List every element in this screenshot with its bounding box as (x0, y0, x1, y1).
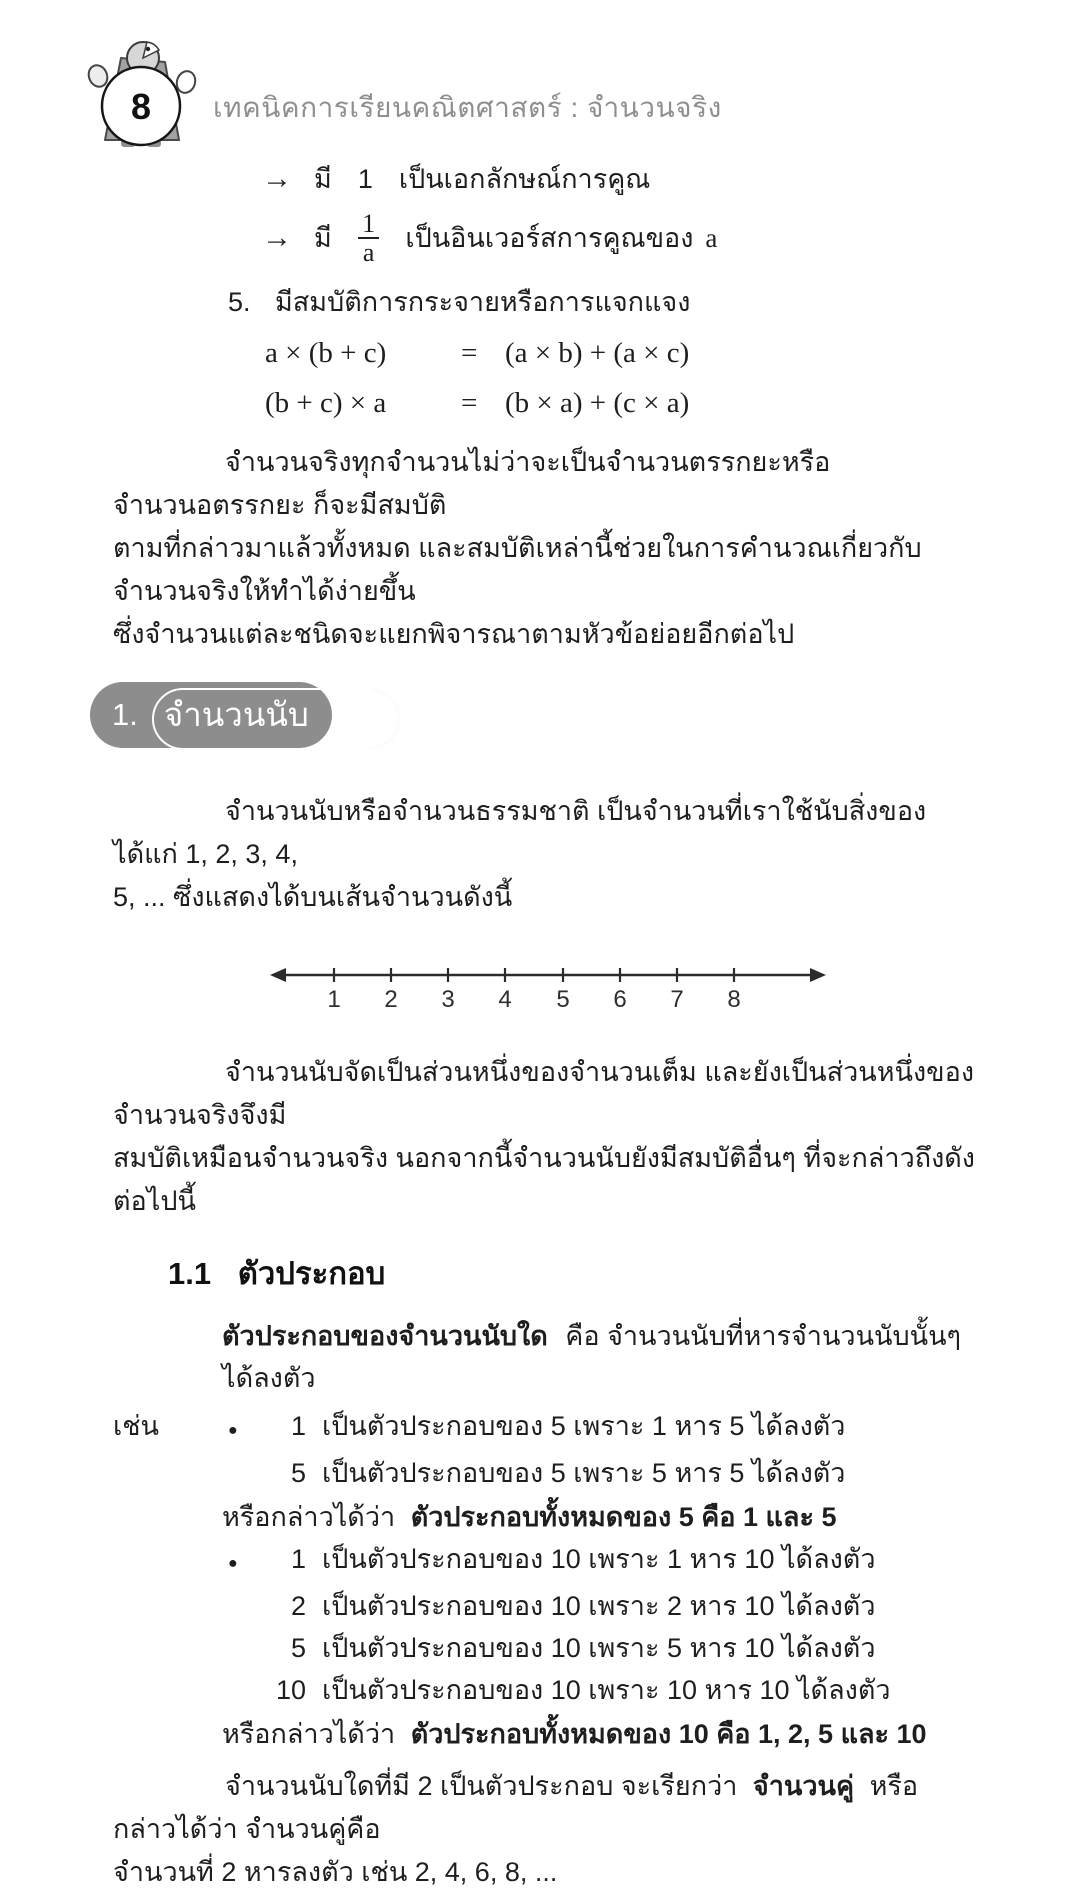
paragraph-real-numbers (113, 441, 975, 656)
page-header (85, 36, 722, 152)
factor-number: 1 (290, 1410, 306, 1441)
property-text: มี (314, 223, 332, 254)
summary-prefix: หรือกล่าวได้ว่า (222, 1501, 396, 1532)
number-line-figure (268, 957, 975, 1013)
right-arrow-icon: → (262, 162, 292, 195)
property-text: มี (314, 164, 332, 194)
bullet-icon: ● (228, 1554, 238, 1572)
factor-row (228, 1538, 975, 1585)
factor-row (228, 1452, 975, 1494)
item-text: มีสมบัติการกระจายหรือการแจกแจง (275, 286, 691, 317)
running-title: เทคนิคการเรียนคณิตศาสตร์ : จำนวนจริง (213, 92, 722, 123)
equation-rhs: (b × a) + (c × a) (505, 386, 690, 419)
paragraph-line: ซึ่งจำนวนแต่ละชนิดจะแยกพิจารณาตามหัวข้อย่อยอีกต่อไป (113, 618, 795, 649)
text-segment: จำนวนนับใดที่มี 2 เป็นตัวประกอบ จะเรียกว่า (225, 1770, 738, 1801)
property-arrow-line-2 (262, 210, 975, 267)
tick-label: 3 (441, 985, 455, 1013)
tick-label: 2 (384, 985, 398, 1013)
factor-number: 2 (290, 1590, 306, 1621)
tick-label: 8 (727, 985, 741, 1013)
fraction-numerator: 1 (362, 209, 376, 238)
tick-label: 7 (670, 985, 684, 1013)
fraction-denominator: a (358, 237, 380, 266)
factor-summary-5 (222, 1496, 975, 1538)
subsection-number: 1.1 (168, 1255, 212, 1291)
example-label: เช่น (113, 1410, 160, 1441)
equals-sign: = (461, 336, 478, 369)
factor-text: เป็นตัวประกอบของ 10 เพราะ 2 หาร 10 ได้ลงตัว (322, 1590, 876, 1621)
paragraph-even-numbers (113, 1765, 975, 1894)
paragraph-line: สมบัติเหมือนจำนวนจริง นอกจากนี้จำนวนนับยังมีสมบัติอื่นๆ ที่จะกล่าวถึงดังต่อไปนี้ (113, 1142, 975, 1216)
left-arrowhead-icon (270, 968, 286, 982)
equation-lhs: (b + c) × a (265, 386, 387, 419)
tick-label: 5 (556, 985, 570, 1013)
paragraph-line (113, 1765, 975, 1851)
paragraph-line: จำนวนนับหรือจำนวนธรรมชาติ เป็นจำนวนที่เราใช้นับสิ่งของ ได้แก่ 1, 2, 3, 4, (113, 795, 927, 869)
subsection-1-1-heading (168, 1253, 975, 1295)
distributive-equations (265, 333, 975, 423)
paragraph-subset (113, 1051, 975, 1223)
section-title: จำนวนนับ (163, 695, 309, 733)
factor-number: 10 (275, 1674, 306, 1705)
equals-sign: = (461, 386, 478, 419)
fraction-one-over-a (358, 210, 380, 267)
summary-statement: ตัวประกอบทั้งหมดของ 5 คือ 1 และ 5 (410, 1501, 837, 1532)
item-number: 5. (228, 286, 251, 317)
summary-statement: ตัวประกอบทั้งหมดของ 10 คือ 1, 2, 5 และ 10 (410, 1718, 927, 1749)
tick-label: 1 (327, 985, 341, 1013)
subsection-title: ตัวประกอบ (237, 1255, 386, 1291)
property-value: 1 (357, 164, 373, 194)
mascot-page-number-icon (85, 36, 199, 152)
section-1-badge (90, 682, 410, 762)
paragraph-line: จำนวนจริงทุกจำนวนไม่ว่าจะเป็นจำนวนตรรกยะหรือจำนวนอตรรกยะ ก็จะมีสมบัติ (113, 446, 831, 520)
summary-prefix: หรือกล่าวได้ว่า (222, 1718, 396, 1749)
even-number-term: จำนวนคู่ (752, 1770, 855, 1801)
property-arrow-line-1 (262, 158, 975, 200)
factor-number: 1 (290, 1543, 306, 1574)
factor-definition (222, 1315, 975, 1399)
right-arrow-icon: → (262, 221, 292, 255)
factor-summary-10 (222, 1713, 975, 1755)
tick-label: 6 (613, 985, 627, 1013)
equation-rhs: (a × b) + (a × c) (505, 336, 690, 369)
paragraph-line: ตามที่กล่าวมาแล้วทั้งหมด และสมบัติเหล่านี้ช่วยในการคำนวณเกี่ยวกับจำนวนจริงให้ทำได้ง่ายขึ้น (113, 532, 922, 606)
factor-row (228, 1405, 975, 1452)
badge-capsule (90, 682, 332, 748)
paragraph-line: จำนวนที่ 2 หารลงตัว เช่น 2, 4, 6, 8, ... (113, 1856, 558, 1887)
property-text: เป็นเอกลักษณ์การคูณ (398, 164, 651, 194)
property-text: เป็นอินเวอร์สการคูณของ (405, 223, 694, 254)
factor-number: 5 (290, 1632, 306, 1663)
right-arrowhead-icon (810, 968, 826, 982)
section-number: 1. (112, 696, 138, 732)
factor-row (228, 1669, 975, 1711)
paragraph-line: 5, ... ซึ่งแสดงได้บนเส้นจำนวนดังนี้ (113, 881, 513, 912)
content-column (113, 158, 975, 1894)
tick-label: 4 (498, 985, 512, 1013)
definition-term: ตัวประกอบของจำนวนนับใด (222, 1320, 548, 1351)
factor-text: เป็นตัวประกอบของ 5 เพราะ 5 หาร 5 ได้ลงตัว (322, 1457, 846, 1488)
paragraph-line: จำนวนนับจัดเป็นส่วนหนึ่งของจำนวนเต็ม และยังเป็นส่วนหนึ่งของจำนวนจริงจึงมี (113, 1056, 975, 1130)
factor-text: เป็นตัวประกอบของ 5 เพราะ 1 หาร 5 ได้ลงตัว (322, 1410, 846, 1441)
definition-body: คือ จำนวนนับที่หารจำนวนนับนั้นๆ ได้ลงตัว (222, 1320, 962, 1393)
variable-a: a (705, 223, 718, 254)
factor-number: 5 (290, 1457, 306, 1488)
factor-row (228, 1627, 975, 1669)
page-number: 8 (130, 86, 152, 127)
property-item-5 (228, 281, 975, 323)
paragraph-counting-numbers (113, 790, 975, 919)
factor-text: เป็นตัวประกอบของ 10 เพราะ 5 หาร 10 ได้ลงตัว (322, 1632, 876, 1663)
bullet-icon: ● (228, 1421, 238, 1439)
factor-examples (113, 1405, 975, 1755)
text-segment: หรือกล่าวได้ว่า จำนวนคู่คือ (113, 1770, 919, 1844)
factor-text: เป็นตัวประกอบของ 10 เพราะ 1 หาร 10 ได้ลงตัว (322, 1543, 876, 1574)
equation-lhs: a × (b + c) (265, 336, 387, 369)
factor-text: เป็นตัวประกอบของ 10 เพราะ 10 หาร 10 ได้ลงตัว (322, 1674, 891, 1705)
factor-row (228, 1585, 975, 1627)
